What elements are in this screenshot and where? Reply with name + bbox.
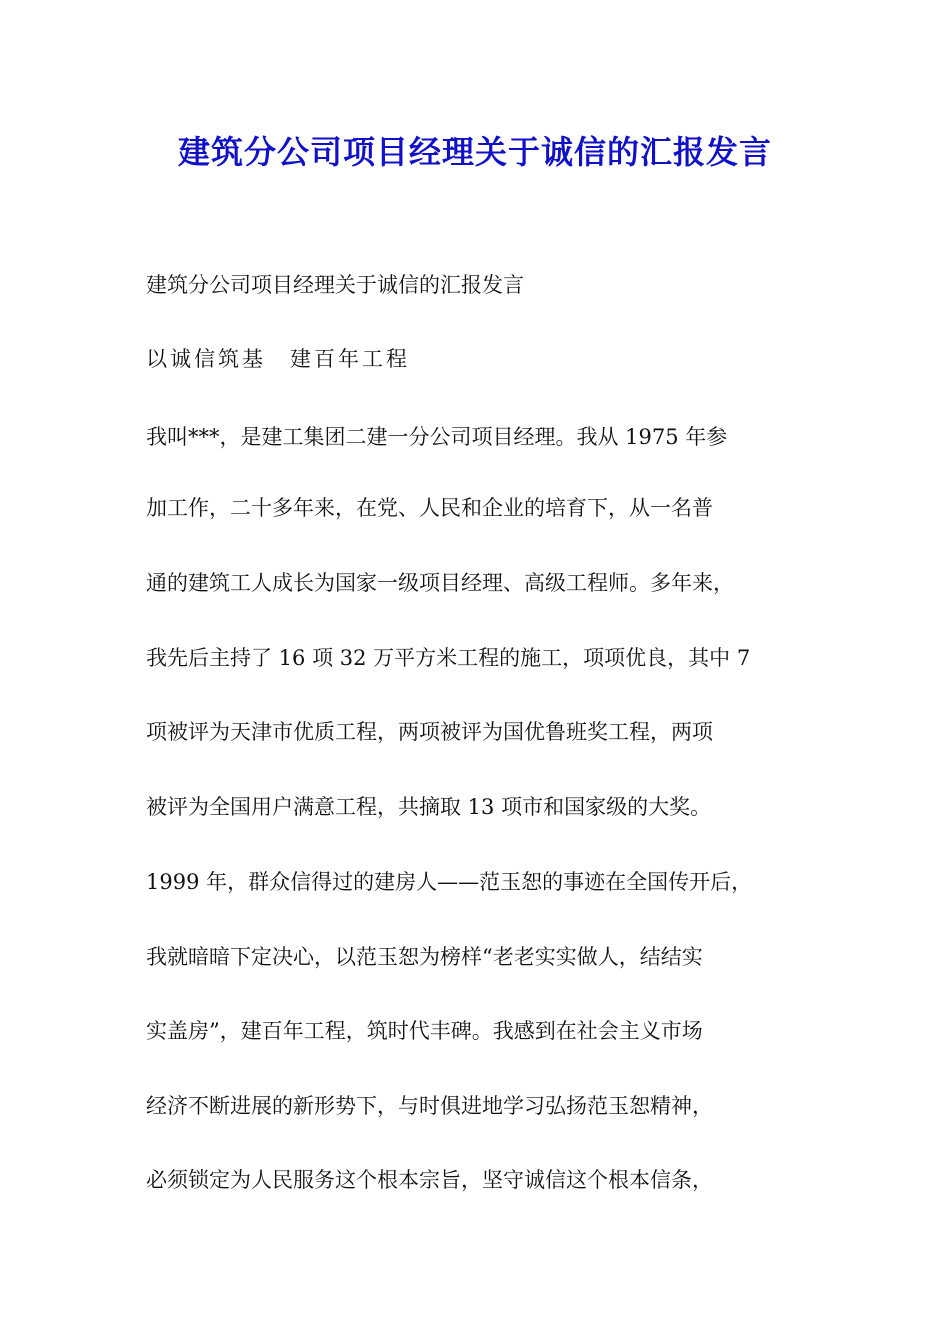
paragraph-line: 1999 年，群众信得过的建房人——范玉恕的事迹在全国传开后， (146, 870, 753, 894)
document-title: 建筑分公司项目经理关于诚信的汇报发言 (177, 133, 772, 171)
slogan-line: 以诚信筑基 建百年工程 (146, 347, 410, 371)
paragraph-line: 经济不断进展的新形势下，与时俱进地学习弘扬范玉恕精神， (146, 1094, 713, 1118)
paragraph-line: 我叫***，是建工集团二建一分公司项目经理。我从 1975 年参 (146, 425, 728, 449)
paragraph-line: 我先后主持了 16 项 32 万平方米工程的施工，项项优良，其中 7 (146, 646, 751, 670)
paragraph-line: 加工作，二十多年来，在党、人民和企业的培育下，从一名普 (146, 496, 713, 520)
subtitle-line: 建筑分公司项目经理关于诚信的汇报发言 (146, 273, 524, 297)
paragraph-line: 实盖房”，建百年工程，筑时代丰碑。我感到在社会主义市场 (146, 1019, 703, 1043)
paragraph-line: 必须锁定为人民服务这个根本宗旨，坚守诚信这个根本信条， (146, 1168, 713, 1192)
paragraph-line: 通的建筑工人成长为国家一级项目经理、高级工程师。多年来， (146, 571, 734, 595)
paragraph-line: 项被评为天津市优质工程，两项被评为国优鲁班奖工程，两项 (146, 720, 713, 744)
paragraph-line: 被评为全国用户满意工程，共摘取 13 项市和国家级的大奖。 (146, 795, 712, 819)
paragraph-line: 我就暗暗下定决心，以范玉恕为榜样“老老实实做人，结结实 (146, 945, 703, 969)
